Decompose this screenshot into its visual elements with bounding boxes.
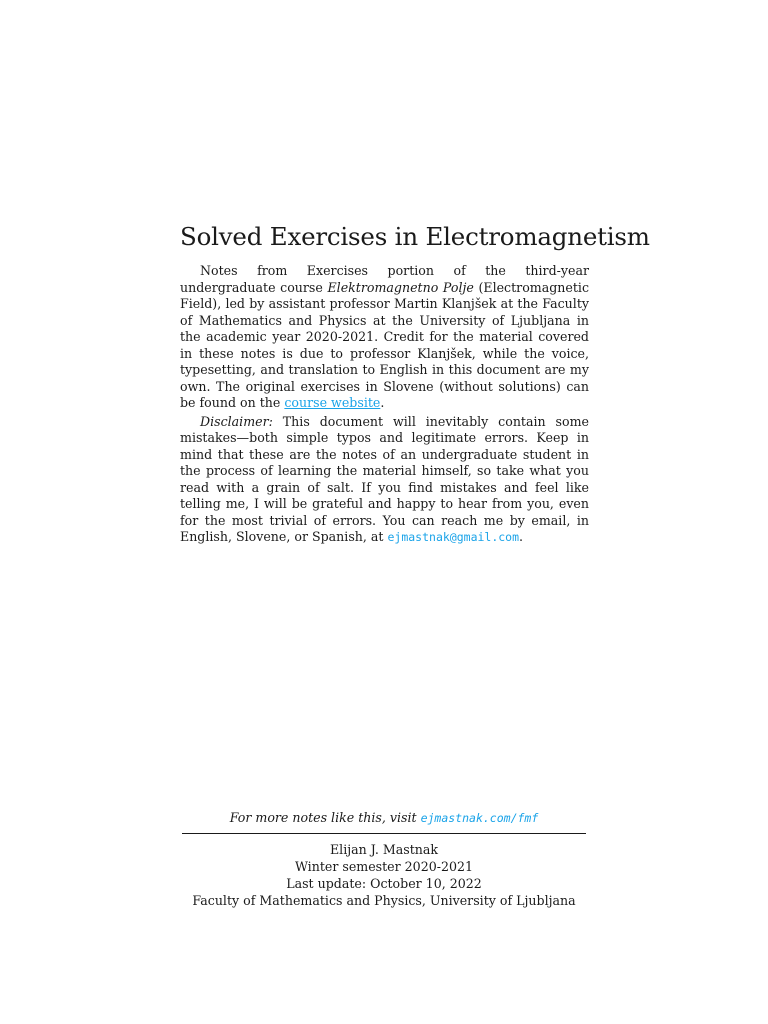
disclaimer-text: This document will inevitably contain some mistakes—both simple typos and legitimate errors. Keep in mind that these are the notes of an undergraduate student in the process of learning the material himself, so take what you read with a grain of salt. If you find mistakes and feel like telling me, I will be grateful and happy to hear from you, even for the most trivial of errors. You can reach me by email, in English, Slovene, or Spanish, at [180,413,589,544]
document-title: Solved Exercises in Electromagnetism [180,222,650,251]
intro-text-2: (Electromagnetic Field), led by assistant professor Martin Klanjšek at the Faculty of Mathematics and Physics at the University of Ljubljana in the academic year 2020-2021. Credit for the material covered in these notes is due to professor Klanjšek, while the voice, typesetting, and translation to English in this document are my own. The original exercises in Slovene (without solutions) can be found on the [180,279,589,410]
intro-text-3: . [380,395,385,410]
intro-paragraph [180,263,589,412]
disclaimer-paragraph [180,414,589,546]
footer-semester: Winter semester 2020-2021 [294,859,474,874]
more-notes-link[interactable]: ejmastnak.com/fmf [420,811,539,825]
intro-text-1: Notes from Exercises portion of the third-year undergraduate course [180,263,589,295]
footer [180,841,588,909]
footer-author: Elijan J. Mastnak [329,842,439,857]
email-link[interactable]: ejmastnak@gmail.com [387,530,520,544]
more-notes-text: For more notes like this, visit [229,810,421,825]
course-website-link[interactable]: course website [284,395,381,410]
course-name: Elektromagnetno Polje [327,279,474,295]
footer-institution: Faculty of Mathematics and Physics, University of Ljubljana [192,893,576,908]
disclaimer-label: Disclaimer: [200,413,273,429]
footer-divider [182,833,586,834]
disclaimer-end: . [519,529,524,544]
document-body [180,263,589,548]
more-notes-line [180,810,588,825]
footer-last-update: Last update: October 10, 2022 [286,876,482,891]
